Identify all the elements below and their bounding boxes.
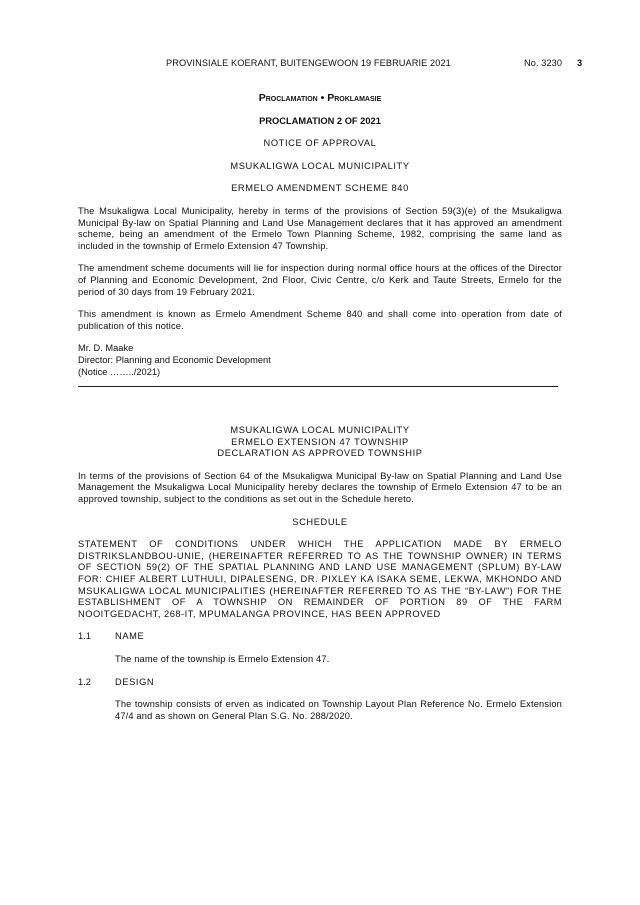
item-text: The township consists of erven as indicated on Township Layout Plan Reference No. Ermelo Extension 47/4 and as shown on General Plan S.G. No. 288/2020. <box>115 699 562 721</box>
schedule-item <box>78 677 562 723</box>
gazette-title: PROVINSIALE KOERANT, BUITENGEWOON 19 FEBRUARIE 2021 <box>166 58 451 68</box>
signatory-title: Director: Planning and Economic Development <box>78 354 271 365</box>
proclamation-paragraph-3: This amendment is known as Ermelo Amendment Scheme 840 and shall come into operation from date of publication of this notice. <box>78 309 562 331</box>
notice-of-approval: NOTICE OF APPROVAL <box>263 138 377 149</box>
section-heading: Proclamation • Proklamasie <box>258 92 382 104</box>
declaration-title: DECLARATION AS APPROVED TOWNSHIP <box>217 448 423 459</box>
item-number: 1.2 <box>78 676 91 687</box>
declaration-municipality: MSUKALIGWA LOCAL MUNICIPALITY <box>230 425 410 436</box>
signatory-name: Mr. D. Maake <box>78 343 134 354</box>
proclamation-title: PROCLAMATION 2 OF 2021 <box>259 115 381 126</box>
statement-of-conditions: STATEMENT OF CONDITIONS UNDER WHICH THE APPLICATION MADE BY ERMELO DISTRIKSLANDBOU-UNIE, (HEREINAFTER REFERRED TO AS THE TOWNSHIP OWNER) IN TERMS OF SECTION 59(2) OF THE SPATIAL PLANNING AND LAND USE MANAGEMENT (SPLUM) BY-LAW FOR: CHIEF ALBERT LUTHULI, DIPALESENG, DR. PIXLEY KA ISAKA SEME, LEKWA, MKHONDO AND MSUKALIGWA LOCAL MUNICIPALITIES (HEREINAFTER REFERRED TO AS THE “BY-LAW”) FOR THE ESTABLISHMENT OF A TOWNSHIP ON REMAINDER OF PORTION 89 OF THE FARM NOOITGEDACHT, 268-IT, MPUMALANGA PROVINCE, HAS BEEN APPROVED <box>78 539 562 619</box>
gazette-number: No. 3230 <box>524 58 563 68</box>
page-content <box>78 93 562 722</box>
schedule-item <box>78 631 562 665</box>
municipality-name: MSUKALIGWA LOCAL MUNICIPALITY <box>230 160 410 171</box>
page-number: 3 <box>577 58 583 68</box>
item-number: 1.1 <box>78 631 91 642</box>
declaration-heading <box>78 425 562 460</box>
signature-block <box>78 343 562 378</box>
divider-line <box>78 386 558 387</box>
notice-number: (Notice ……../2021) <box>78 366 161 377</box>
schedule-title: SCHEDULE <box>292 516 348 527</box>
declaration-township: ERMELO EXTENSION 47 TOWNSHIP <box>231 436 409 447</box>
proclamation-paragraph-2: The amendment scheme documents will lie for inspection during normal office hours at the offices of the Director of Planning and Economic Development, 2nd Floor, Civic Centre, c/o Kerk and Taute Streets, Ermelo for the period of 30 days from 19 February 2021. <box>78 263 562 297</box>
item-title: NAME <box>115 631 145 642</box>
declaration-paragraph: In terms of the provisions of Section 64 of the Msukaligwa Municipal By-law on Spatial Planning and Land Use Management the Msukaligwa Local Municipality hereby declares the township of Ermelo Extension 47 to be an approved township, subject to the conditions as set out in the Schedule hereto. <box>78 470 562 505</box>
amendment-scheme-title: ERMELO AMENDMENT SCHEME 840 <box>231 183 409 194</box>
item-text: The name of the township is Ermelo Extension 47. <box>115 654 330 664</box>
proclamation-paragraph-1: The Msukaligwa Local Municipality, hereby in terms of the provisions of Section 59(3)(e) of the Msukaligwa Municipal By-law on Spatial Planning and Land Use Management declares that it has approved an amendment scheme, being an amendment of the Ermelo Town Planning Scheme, 1982, comprising the same land as included in the township of Ermelo Extension 47 Township. <box>78 205 562 251</box>
item-title: DESIGN <box>115 676 155 687</box>
